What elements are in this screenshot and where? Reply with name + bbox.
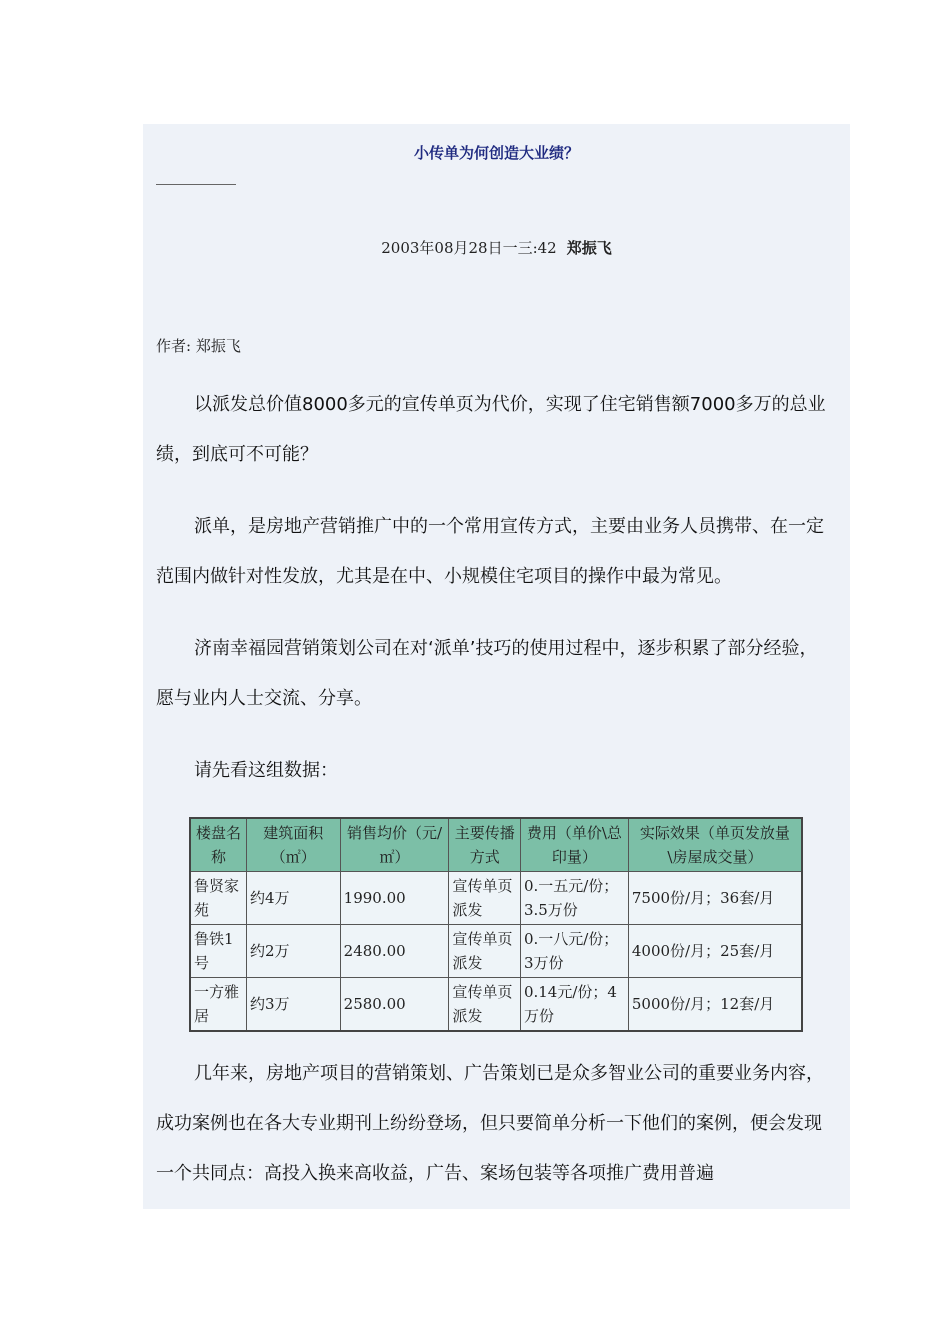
table-header: 销售均价（元/㎡） — [340, 818, 449, 872]
table-cell: 2480.00 — [340, 925, 449, 978]
table-cell: 宣传单页派发 — [449, 925, 520, 978]
table-row — [190, 872, 802, 925]
publish-date: 2003年08月28日一三:42 — [381, 239, 557, 257]
table-cell: 约2万 — [246, 925, 340, 978]
table-header: 建筑面积（㎡） — [246, 818, 340, 872]
table-cell: 7500份/月；36套/月 — [628, 872, 802, 925]
table-cell: 一方雅居 — [190, 978, 246, 1032]
paragraph-3: 济南幸福园营销策划公司在对‘派单’技巧的使用过程中，逐步积累了部分经验，愿与业内人士交流、分享。 — [156, 638, 818, 709]
table-header: 主要传播方式 — [449, 818, 520, 872]
table-header: 费用（单价\总印量） — [520, 818, 628, 872]
sales-data-table — [189, 817, 803, 1032]
table-cell: 宣传单页派发 — [449, 872, 520, 925]
table-cell: 0.一五元/份；3.5万份 — [520, 872, 628, 925]
table-cell: 0.14元/份；4万份 — [520, 978, 628, 1032]
table-header: 实际效果（单页发放量\房屋成交量） — [628, 818, 802, 872]
table-cell: 宣传单页派发 — [449, 978, 520, 1032]
table-row — [190, 925, 802, 978]
paragraph-4: 请先看这组数据： — [194, 760, 338, 781]
paragraph-1: 以派发总价值8000多元的宣传单页为代价，实现了住宅销售额7000多万的总业绩，到底可不可能？ — [156, 394, 826, 465]
table-cell: 1990.00 — [340, 872, 449, 925]
author-name: 郑振飞 — [566, 239, 612, 257]
table-cell: 鲁贤家苑 — [190, 872, 246, 925]
divider — [156, 184, 236, 185]
byline: 作者: 郑振飞 — [156, 337, 241, 355]
table-cell: 约4万 — [246, 872, 340, 925]
table-cell: 4000份/月；25套/月 — [628, 925, 802, 978]
table-header-row — [190, 818, 802, 872]
table-cell: 2580.00 — [340, 978, 449, 1032]
paragraph-5: 几年来，房地产项目的营销策划、广告策划已是众多智业公司的重要业务内容，成功案例也在各大专业期刊上纷纷登场，但只要简单分析一下他们的案例，便会发现一个共同点：高投入换来高收益，广告、案场包装等各项推广费用普遍 — [156, 1063, 824, 1184]
article-sheet — [143, 124, 850, 1209]
paragraph-2: 派单，是房地产营销推广中的一个常用宣传方式，主要由业务人员携带、在一定范围内做针对性发放，尤其是在中、小规模住宅项目的操作中最为常见。 — [156, 516, 824, 587]
table-row — [190, 978, 802, 1032]
table-cell: 鲁铁1号 — [190, 925, 246, 978]
table-cell: 0.一八元/份；3万份 — [520, 925, 628, 978]
table-cell: 5000份/月；12套/月 — [628, 978, 802, 1032]
article-title: 小传单为何创造大业绩？ — [413, 144, 579, 162]
article-meta — [143, 237, 850, 258]
table-cell: 约3万 — [246, 978, 340, 1032]
table-header: 楼盘名称 — [190, 818, 246, 872]
